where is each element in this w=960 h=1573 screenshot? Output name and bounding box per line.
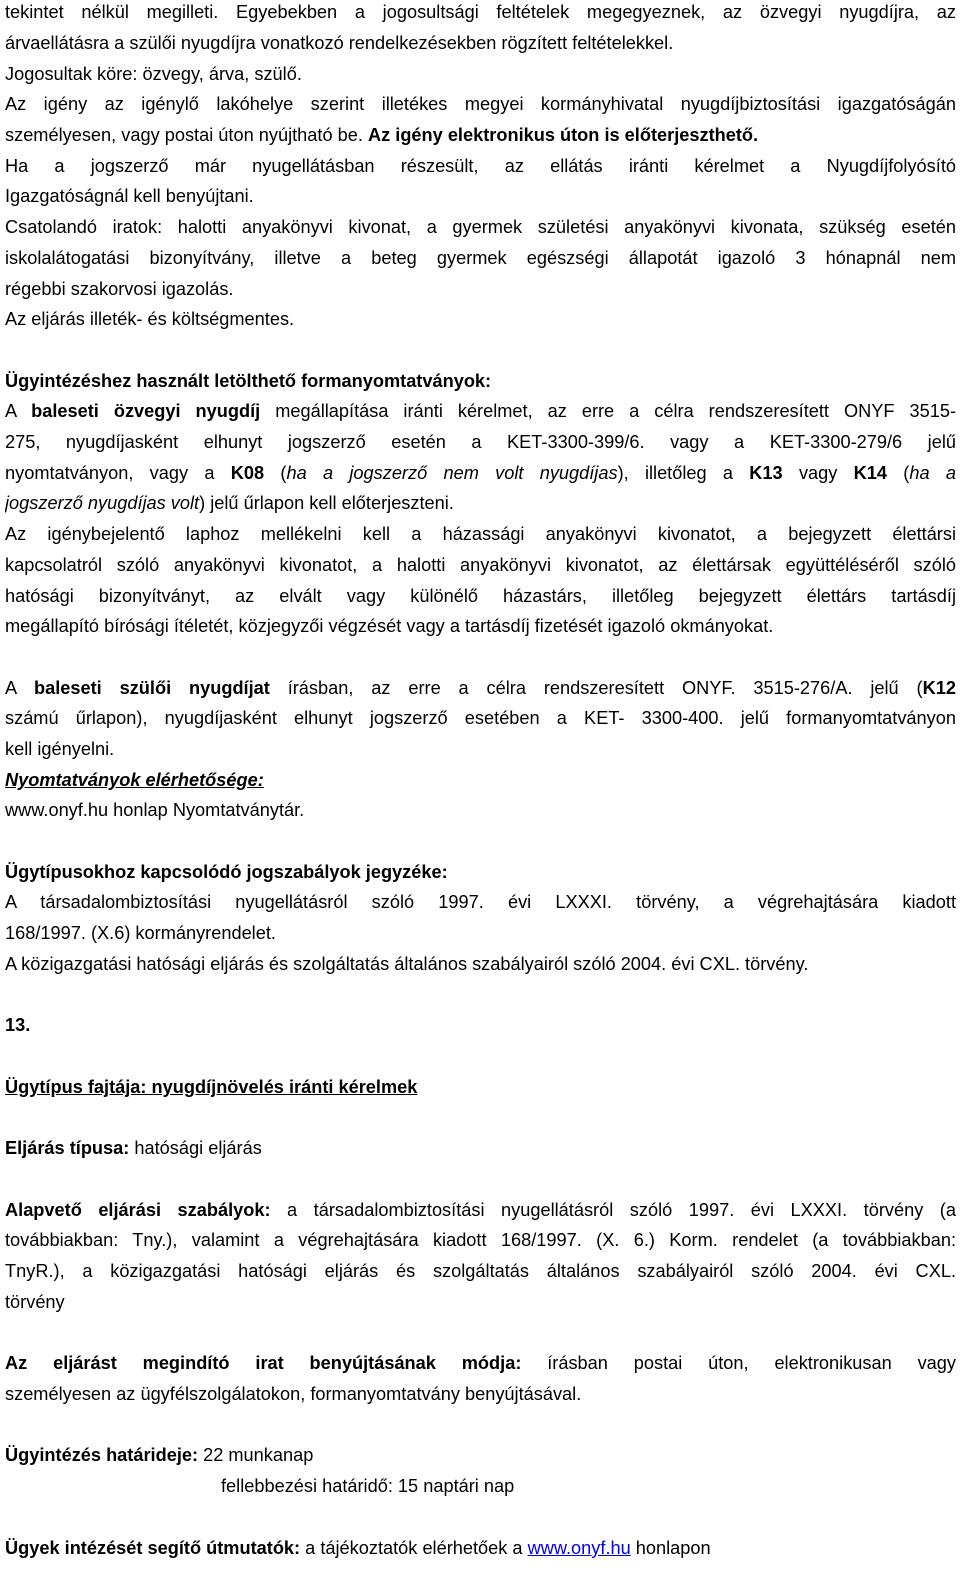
- field-label: Ügyintézés határideje:: [5, 1445, 199, 1465]
- form-code: K08: [230, 463, 265, 483]
- text-line: számú űrlapon), nyugdíjasként elhunyt jogszerző esetében a KET- 3300-400. jelű formanyomtatványon: [5, 708, 956, 728]
- onyf-link[interactable]: www.onyf.hu: [527, 1538, 631, 1558]
- bold-text: Az igény elektronikus úton is előterjeszthető.: [367, 125, 759, 145]
- text-span: személyesen, vagy postai úton nyújtható be.: [5, 125, 363, 145]
- text-line: A közigazgatási hatósági eljárás és szolgáltatás általános szabályairól szóló 2004. évi CXL. törvény.: [5, 954, 809, 974]
- text-line: [5, 488, 956, 519]
- text-line: TnyR.), a közigazgatási hatósági eljárás és szolgáltatás általános szabályairól szóló 2004. évi CXL.: [5, 1261, 956, 1281]
- field-label: Ügyek intézését segítő útmutatók:: [5, 1538, 301, 1558]
- text-span: írásban, az erre a célra rendszeresített ONYF. 3515-276/A. jelű (: [269, 678, 923, 698]
- text-line: Jogosultak köre: özvegy, árva, szülő.: [5, 64, 302, 84]
- field-value: a tájékoztatók elérhetőek a: [300, 1538, 528, 1558]
- text-line: [5, 396, 956, 427]
- text-line: [5, 1195, 956, 1226]
- text-line: továbbiakban: Tny.), valamint a végrehajtására kiadott 168/1997. (X. 6.) Korm. rendelet (a továbbiakban:: [5, 1230, 956, 1250]
- text-line: [5, 458, 956, 489]
- form-code: K12: [922, 678, 956, 698]
- text-line: [5, 1348, 956, 1379]
- text-span: megállapítása iránti kérelmet, az erre a célra rendszeresített ONYF 3515-: [260, 401, 956, 421]
- text-span: vagy: [782, 463, 854, 483]
- text-span: (: [264, 463, 287, 483]
- forms-availability-heading: Nyomtatványok elérhetősége:: [5, 770, 264, 790]
- text-line: kell igényelni.: [5, 739, 115, 759]
- text-line: A társadalombiztosítási nyugellátásról szóló 1997. évi LXXXI. törvény, a végrehajtására kiadott: [5, 892, 956, 912]
- text-span: ) jelű űrlapon kell előterjeszteni.: [199, 493, 454, 513]
- section-heading-forms: Ügyintézéshez használt letölthető formanyomtatványok:: [5, 371, 492, 391]
- text-line: Az igénybejelentő laphoz mellékelni kell a házassági anyakönyvi kivonatot, a bejegyzett élettársi: [5, 524, 956, 544]
- field-value: hatósági eljárás: [129, 1138, 262, 1158]
- text-line: Az eljárás illeték- és költségmentes.: [5, 309, 295, 329]
- bold-text: baleseti özvegyi nyugdíj: [31, 401, 261, 421]
- form-code: K14: [853, 463, 888, 483]
- text-span: A: [5, 678, 34, 698]
- section-heading-laws: Ügytípusokhoz kapcsolódó jogszabályok jegyzéke:: [5, 862, 448, 882]
- text-line: 168/1997. (X.6) kormányrendelet.: [5, 923, 276, 943]
- form-code: K13: [749, 463, 783, 483]
- text-line: hatósági bizonyítványt, az elvált vagy különélő házastárs, illetőleg bejegyzett élettárs tartásdíj: [5, 586, 956, 606]
- text-line: 275, nyugdíjasként elhunyt jogszerző esetén a KET-3300-399/6. vagy a KET-3300-279/6 jelű: [5, 432, 956, 452]
- text-line: megállapító bírósági ítéletét, közjegyzői végzését vagy a tartásdíj fizetését igazoló okmányokat.: [5, 616, 774, 636]
- italic-text: ha a jogszerző nem volt nyugdíjas: [286, 463, 618, 483]
- italic-text: ha a: [909, 463, 956, 483]
- text-line: Az igény az igénylő lakóhelye szerint illetékes megyei kormányhivatal nyugdíjbiztosítási igazgatóságán: [5, 94, 956, 114]
- case-type-heading: Ügytípus fajtája: nyugdíjnövelés iránti kérelmek: [5, 1077, 418, 1097]
- text-line: Ha a jogszerző már nyugellátásban részesült, az ellátás iránti kérelmet a Nyugdíjfolyósító: [5, 156, 956, 176]
- text-line: személyesen az ügyfélszolgálatokon, formanyomtatvány benyújtásával.: [5, 1384, 582, 1404]
- text-span: A: [5, 401, 32, 421]
- text-line: [5, 1440, 956, 1471]
- text-line: www.onyf.hu honlap Nyomtatványtár.: [5, 800, 305, 820]
- field-label: Alapvető eljárási szabályok:: [5, 1200, 271, 1220]
- text-line: Csatolandó iratok: halotti anyakönyvi kivonat, a gyermek születési anyakönyvi kivonata, szükség esetén: [5, 217, 956, 237]
- text-line: árvaellátásra a szülői nyugdíjra vonatkozó rendelkezésekben rögzített feltételekkel.: [5, 33, 674, 53]
- text-line: tekintet nélkül megilleti. Egyebekben a jogosultsági feltételek megegyeznek, az özvegyi nyugdíjra, az: [5, 2, 956, 22]
- text-line: Igazgatóságnál kell benyújtani.: [5, 186, 254, 206]
- text-line: régebbi szakorvosi igazolás.: [5, 279, 234, 299]
- text-line: [5, 673, 956, 704]
- field-label: Eljárás típusa:: [5, 1138, 130, 1158]
- text-line: [5, 120, 956, 151]
- field-label: Az eljárást megindító irat benyújtásának módja:: [5, 1353, 522, 1373]
- section-number: 13.: [5, 1015, 31, 1035]
- field-value: írásban postai úton, elektronikusan vagy: [521, 1353, 956, 1373]
- text-line: iskolalátogatási bizonyítvány, illetve a beteg gyermek egészségi állapotát igazoló 3 hónapnál nem: [5, 248, 956, 268]
- text-line: törvény: [5, 1292, 65, 1312]
- text-span: (: [887, 463, 910, 483]
- italic-text: jogszerző nyugdíjas volt: [5, 493, 200, 513]
- text-line: kapcsolatról szóló anyakönyvi kivonatot, a halotti anyakönyvi kivonatot, az élettársak együttéléséről szóló: [5, 555, 956, 575]
- text-line: [5, 1133, 956, 1164]
- field-value: 22 munkanap: [198, 1445, 314, 1465]
- text-span: honlapon: [630, 1538, 711, 1558]
- text-span: nyomtatványon, vagy a: [5, 463, 231, 483]
- bold-text: baleseti szülői nyugdíjat: [34, 678, 270, 698]
- appeal-deadline: fellebbezési határidő: 15 naptári nap: [221, 1476, 515, 1496]
- text-span: ), illetőleg a: [617, 463, 750, 483]
- text-line: [5, 1533, 956, 1564]
- field-value: a társadalombiztosítási nyugellátásról szóló 1997. évi LXXXI. törvény (a: [270, 1200, 956, 1220]
